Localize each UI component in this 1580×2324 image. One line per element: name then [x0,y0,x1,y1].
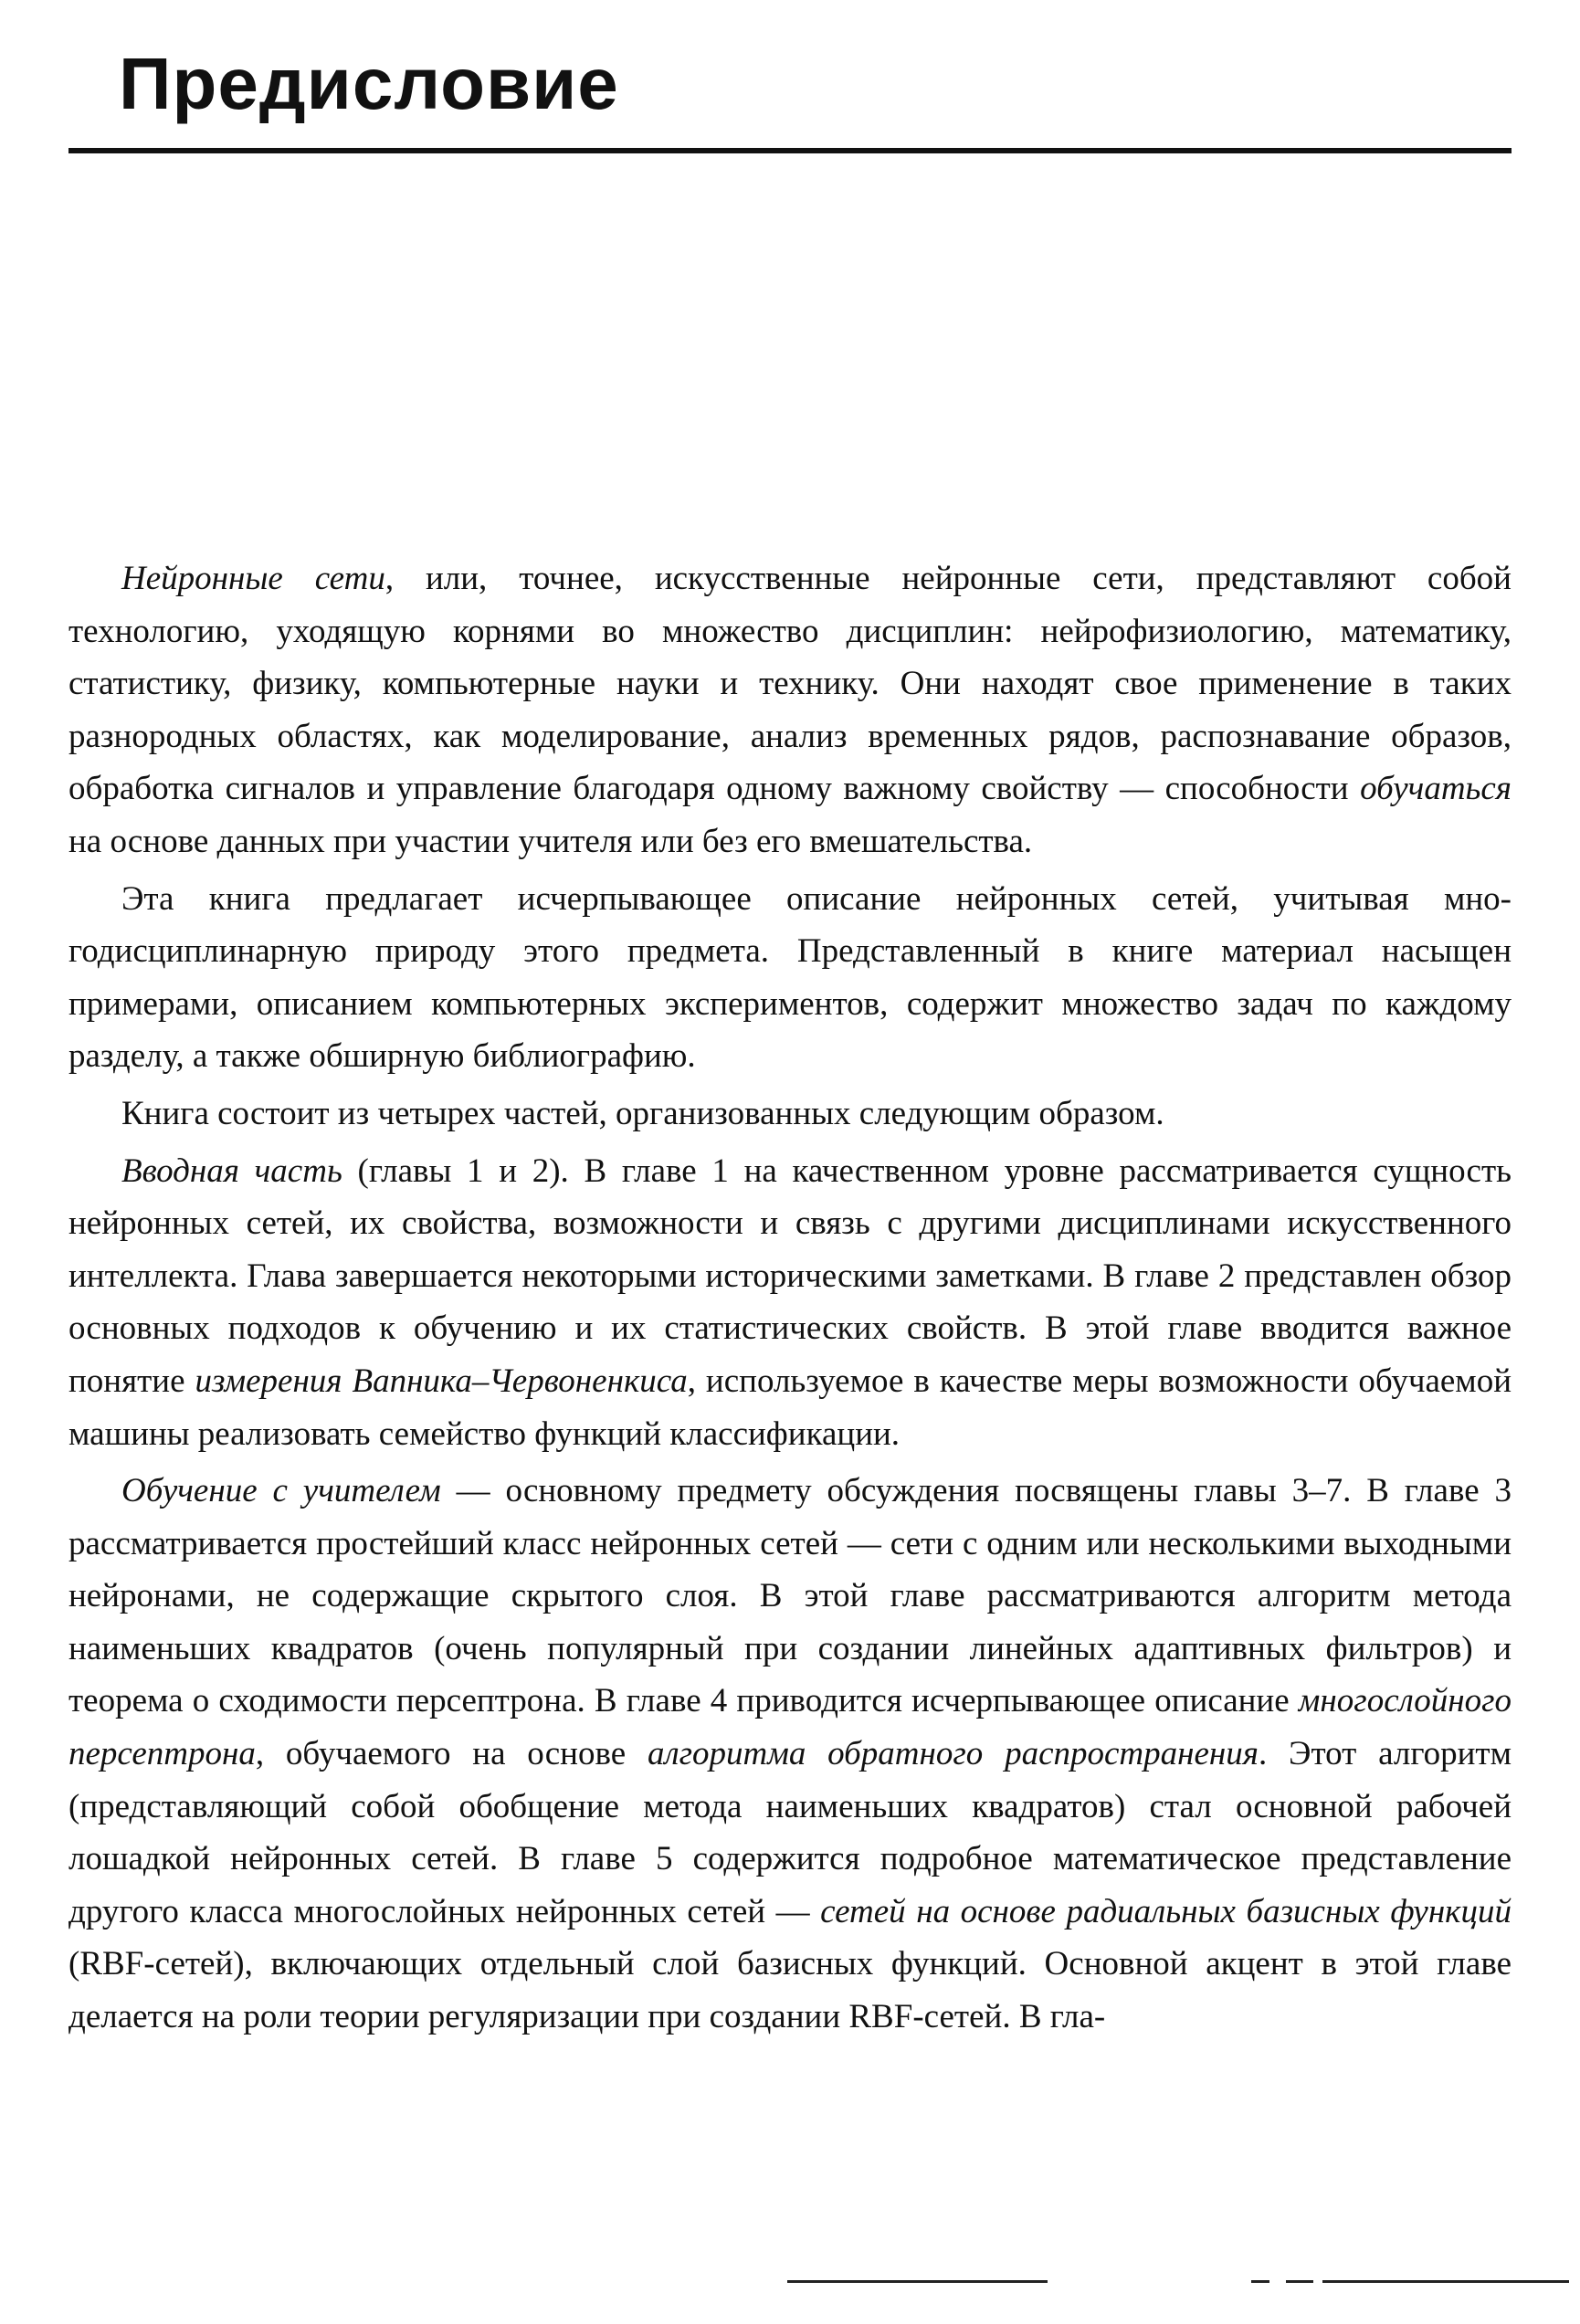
footer-rule [1286,2280,1313,2283]
paragraph-text: — основному предмету обсуждения посвящены главы 3–7. В главе 3 рассматривается простейший класс нейронных сетей — сети с одним или несколькими выходными нейронами, не содержащие скрытого слоя. В этой главе рассматриваются алгоритм метода наименьших квадратов (очень популярный при создании линейных адаптивных фильтров) и теорема о сходимости персептрона. В главе 4 приводится исчерпывающее описание [68,1472,1512,1720]
emphasized-term: алгоритма обратного распространения [647,1735,1259,1773]
paragraph-text: Книга состоит из четырех частей, организованных следующим образом. [121,1094,1164,1132]
emphasized-term: измерения Вапника–Червоненкиса [195,1362,688,1400]
paragraph [68,1465,1512,2044]
emphasized-term: обучаться [1360,770,1512,808]
paragraph-text: (главы 1 и 2). В главе 1 на качественном уровне рассматривается сущность нейронных сетей, их свойства, возможности и связь с другими дисциплинами искусственного интеллекта. Глава завершается некоторыми историческими заметками. В главе 2 представлен обзор основных подходов к обучению и их статистических свойств. В этой главе вводится важное понятие [68,1151,1512,1400]
paragraph-text: Эта книга предлагает исчерпывающее описание нейронных сетей, учитывая многодисциплинарную природу этого предмета. Представленный в книге материал насыщен примерами, описанием компьютерных экспериментов, содержит множество задач по каждому разделу, а также обширную библиографию. [68,879,1512,1076]
paragraph-text: (RBF-сетей), включающих отдельный слой базисных функций. Основной акцент в этой главе делается на роли теории регуляризации при создании RBF-сетей. В гла- [68,1945,1512,2036]
paragraph-text: , используемое в качестве меры возможности обучаемой машины реализовать семейство функций классификации. [68,1362,1512,1453]
paragraph [68,1145,1512,1461]
footer-rule [787,2280,1048,2283]
emphasized-term: сетей на основе радиальных базисных функций [820,1892,1512,1930]
body-text [68,552,1512,2044]
title-underline [68,148,1512,153]
emphasized-term: многослойного персептрона [68,1682,1512,1773]
paragraph-text: , или, точнее, искусственные нейронные сети, представляют собой технологию, уходящую корнями во множество дисциплин: нейрофизиологию, математику, статистику, физику, компьютерные науки и технику. Они находят свое применение в таких разнородных областях, как моделирование, анализ временных рядов, распознавание образов, обработка сигналов и управление благодаря одному важному свойству — способности [68,560,1512,808]
paragraph-text: . Этот алгоритм (представляющий собой обобщение метода наименьших квадратов) стал основной рабочей лошадкой нейронных сетей. В главе 5 содержится подробное математическое представление другого класса многослойных нейронных сетей — [68,1735,1512,1930]
paragraph [68,552,1512,868]
paragraph [68,1088,1512,1141]
paragraph-text: , обучаемого на основе [255,1735,648,1773]
emphasized-term: Нейронные сети [121,560,385,597]
footer-rule [1322,2280,1569,2283]
paragraph [68,873,1512,1083]
paragraph-text: на основе данных при участии учителя или без его вмешательства. [68,822,1033,860]
emphasized-term: Обучение с учителем [121,1472,441,1510]
footer-rule [1251,2280,1269,2283]
page-title: Предисловие [119,43,619,124]
emphasized-term: Вводная часть [121,1151,342,1190]
